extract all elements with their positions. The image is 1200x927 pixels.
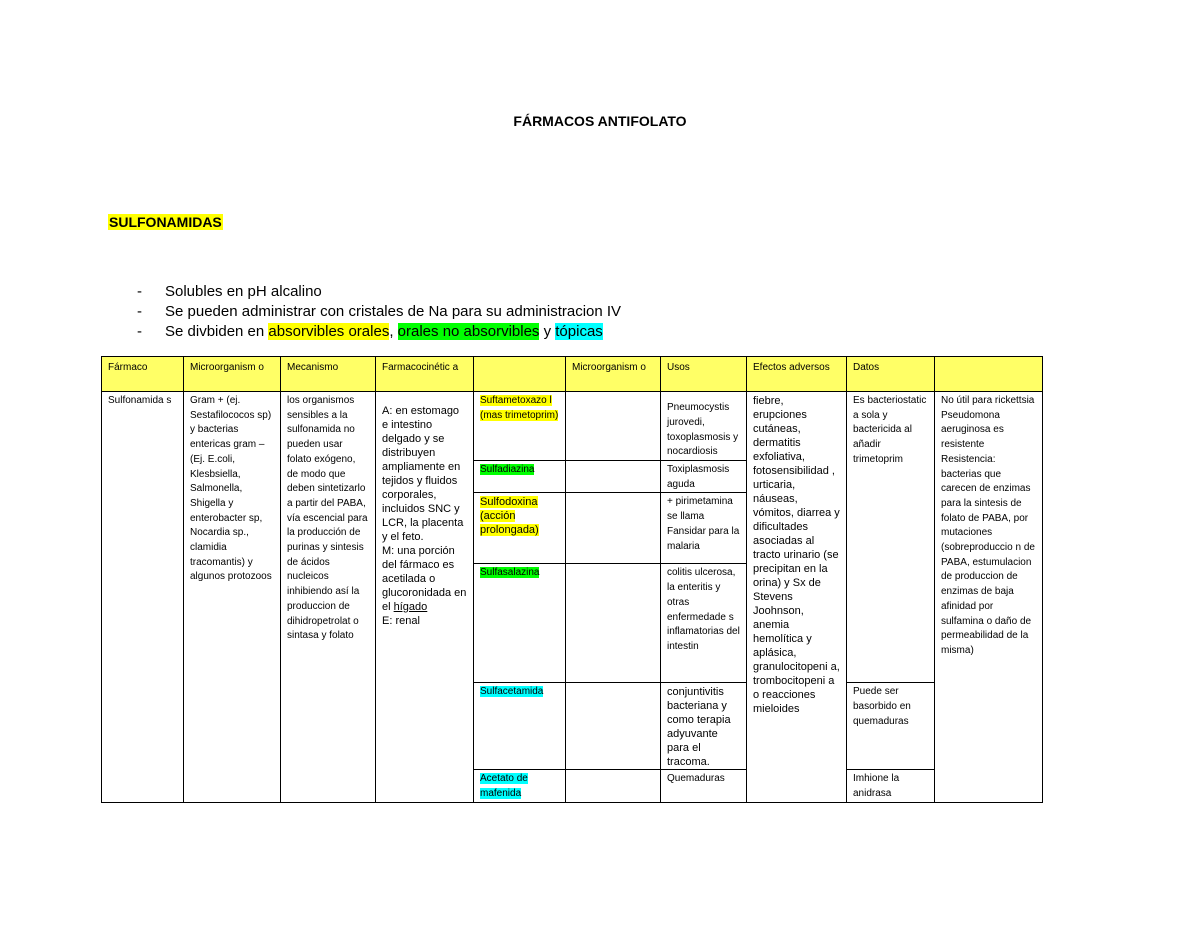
header-microorganismo: Microorganism o [184,357,281,392]
sulfonamidas-table [101,356,1043,803]
cell-microorganismo-2 [566,683,661,770]
cell-efectos: fiebre, erupciones cutáneas, dermatitis exfoliativa, fotosensibilidad , urticaria, náuseas, vómitos, diarrea y dificultades asociadas al tracto urinario (se precipitan en la orina) y Sx de Stevens Joohnson, anemia hemolítica y aplásica, granulocitopeni a, trombocitopeni a o reacciones mieloides [747,392,847,803]
header-microorganismo-2: Microorganism o [566,357,661,392]
cell-drug-name [474,564,566,683]
header-blank [474,357,566,392]
header-usos: Usos [661,357,747,392]
bullet-prefix: Se divbiden en [165,323,269,340]
bullet-dash: - [137,303,142,320]
cell-uso: colitis ulcerosa, la enteritis y otras enfermedade s inflamatorias del intestin [661,564,747,683]
cell-datos: Es bacteriostatic a sola y bactericida al añadir trimetoprim [847,392,935,683]
bullet-text [165,322,603,342]
table-header-row [102,357,1043,392]
farmacocinetica-metabolismo: M: una porción del fármaco es acetilada o glucoronidada en el [382,545,467,613]
farmacocinetica-higado: hígado [393,601,428,613]
cell-uso: Quemaduras [661,770,747,803]
cell-uso: Toxiplasmosis aguda [661,461,747,493]
bullet-item [137,282,621,302]
section-heading: SULFONAMIDAS [109,214,222,230]
cell-microorganismo-2 [566,770,661,803]
bullet-text: Solubles en pH alcalino [165,283,322,300]
bullet-dash: - [137,283,142,300]
bullet-dash: - [137,323,142,340]
cell-drug-name [474,683,566,770]
cell-datos-2: No útil para rickettsia Pseudomona aeruginosa es resistente Resistencia: bacterias que carecen de enzimas para la sintesis de folato de PABA, por mutaciones (sobreproduccio n de PABA, estumulacion de produccion de enzimas de baja afinidad por sulfamina o daño de permeabilidad de la misma) [935,392,1043,803]
drug-name: Sulfasalazina [480,567,540,579]
cell-datos: Imhione la anidrasa [847,770,935,803]
cell-uso [661,392,747,461]
drug-name: Suftametoxazo l (mas trimetoprim) [480,395,559,421]
cell-microorganismo-2 [566,392,661,461]
bullet-sep: , [389,323,398,340]
cell-mecanismo: los organismos sensibles a la sulfonamida no pueden usar folato exógeno, de modo que deben sintetizarlo a partir del PABA, vía escencial para la producción de purinas y sintesis de ácidos nucleicos inhibiendo así la produccion de dihidropetrolat o sintasa y folato [281,392,376,803]
bullet-list [137,282,621,342]
header-mecanismo: Mecanismo [281,357,376,392]
cell-farmaco: Sulfonamida s [102,392,184,803]
drug-name: Acetato de mafenida [480,773,528,800]
header-efectos: Efectos adversos [747,357,847,392]
header-datos-2 [935,357,1043,392]
cell-microorganismo-2 [566,564,661,683]
cell-uso: + pirimetamina se llama Fansidar para la malaria [661,493,747,564]
drug-name: Sulfodoxina (acción prolongada) [480,496,539,537]
cell-farmacocinetica [376,392,474,803]
cell-microorganismo-2 [566,461,661,493]
bullet-item [137,302,621,322]
highlight-topicas: tópicas [555,323,603,340]
drug-name: Sulfacetamida [480,686,544,698]
page-title: FÁRMACOS ANTIFOLATO [513,113,687,129]
table-row [102,392,1043,461]
farmacocinetica-absorcion: A: en estomago e intestino delgado y se distribuyen ampliamente en tejidos y fluidos corporales, incluidos SNC y LCR, la placenta y el feto. [382,405,464,543]
bullet-sep: y [539,323,556,340]
drug-name: Sulfadiazina [480,464,535,475]
cell-microorganismo-2 [566,493,661,564]
bullet-text: Se pueden administrar con cristales de Na para su administracion IV [165,303,622,320]
cell-drug-name [474,493,566,564]
cell-drug-name [474,461,566,493]
header-farmacocinetica: Farmacocinétic a [376,357,474,392]
highlight-absorvibles-orales: absorvibles orales [268,323,390,340]
highlight-orales-no-absorvibles: orales no absorvibles [397,323,540,340]
farmacocinetica-excrecion: E: renal [382,615,420,627]
cell-datos: Puede ser basorbido en quemaduras [847,683,935,770]
header-farmaco: Fármaco [102,357,184,392]
cell-microorganismo: Gram + (ej. Sestafilococos sp) y bacterias entericas gram – (Ej. E.coli, Klesbsiella, Salmonella, Shigella y enterobacter sp, Nocardia sp., clamidia tracomantis) y algunos protozoos [184,392,281,803]
cell-uso: conjuntivitis bacteriana y como terapia adyuvante para el tracoma. [661,683,747,770]
uso-text: Pneumocystis jurovedi, toxoplasmosis y nocardiosis [667,402,739,458]
cell-drug-name [474,770,566,803]
cell-drug-name [474,392,566,461]
header-datos: Datos [847,357,935,392]
bullet-item [137,322,621,342]
